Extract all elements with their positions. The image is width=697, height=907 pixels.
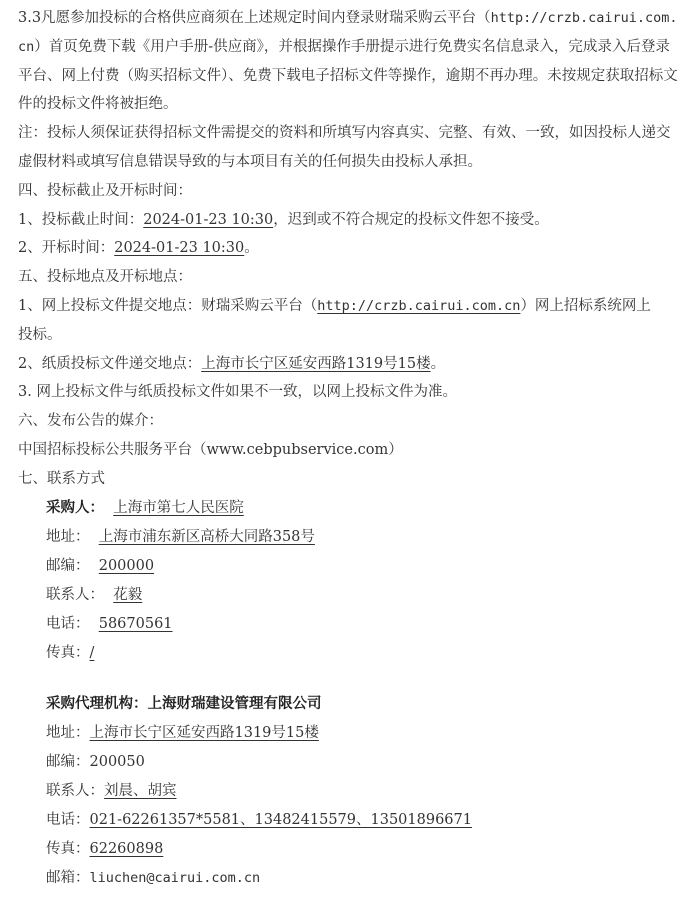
buyer-tel-line: 电话： 58670561 (46, 615, 173, 632)
buyer-address-line: 地址： 上海市浦东新区高桥大同路358号 (46, 528, 315, 545)
paragraph-3-3-intro: 3.3凡愿参加投标的合格供应商须在上述规定时间内登录财瑞采购云平台 (18, 10, 477, 26)
buyer-contact-block (18, 494, 686, 893)
paper-submission-address: 上海市长宁区延安西路1319号15楼 (201, 355, 431, 372)
agency-name-line: 采购代理机构：上海财瑞建设管理有限公司 (46, 695, 322, 712)
deadline-line: 1、投标截止时间：2024-01-23 10:30，迟到或不符合规定的投标文件恕不接受。 (18, 211, 549, 228)
agency-contact-person: 刘晨、胡宾 (104, 782, 177, 799)
opening-line: 2、开标时间：2024-01-23 10:30。 (18, 240, 259, 257)
platform-url-link[interactable]: http://crzb.cairui.com.cn (317, 297, 521, 314)
rule-3-line: 3. 网上投标文件与纸质投标文件如果不一致，以网上投标文件为准。 (18, 384, 457, 401)
paragraph-3-3-body: ）首页免费下载《用户手册-供应商》，并根据操作手册提示进行免费实名信息录入，完成录入后登录平台、网上付费（购买招标文件）、免费下载电子招标文件等操作，逾期不再办理。未按规定获取招标文件的投标文件将被拒绝。 (18, 38, 678, 113)
section-7-title: 七、联系方式 (18, 470, 105, 487)
buyer-tel: 58670561 (98, 615, 173, 632)
online-submission-line: 1、网上投标文件提交地点：财瑞采购云平台（http://crzb.cairui.com.cn）网上招标系统网上投标。 (18, 297, 651, 343)
buyer-name-line: 采购人： 上海市第七人民医院 (46, 499, 244, 516)
section-5-title: 五、投标地点及开标地点： (18, 269, 192, 286)
buyer-name: 上海市第七人民医院 (113, 499, 244, 516)
buyer-fax-line: 传真：/ (46, 644, 95, 661)
opening-time: 2024-01-23 10:30 (114, 240, 245, 257)
buyer-fax: / (89, 644, 95, 661)
agency-contact-line: 联系人：刘晨、胡宾 (46, 782, 177, 799)
media-line: 中国招标投标公共服务平台（www.cebpubservice.com） (18, 441, 403, 458)
agency-zip: 200050 (89, 753, 145, 770)
agency-address-line: 地址：上海市长宁区延安西路1319号15楼 (46, 724, 319, 741)
buyer-contact-line: 联系人： 花毅 (46, 586, 143, 603)
note-paragraph: 注：投标人须保证获得招标文件需提交的资料和所填写内容真实、完整、有效、一致，如因投标人递交虚假材料或填写信息错误导致的与本项目有关的任何损失由投标人承担。 (18, 125, 671, 170)
agency-name: 上海财瑞建设管理有限公司 (147, 695, 322, 712)
paragraph-3-3: 3.3凡愿参加投标的合格供应商须在上述规定时间内登录财瑞采购云平台（http://crzb.cairui.com.cn）首页免费下载《用户手册-供应商》，并根据操作手册提示进行免费实名信息录入，完成录入后登录平台、网上付费（购买招标文件）、免费下载电子招标文件等操作，逾期不再办理。未按规定获取招标文件的投标文件将被拒绝。 (18, 10, 678, 113)
section-6-title: 六、发布公告的媒介： (18, 413, 163, 430)
deadline-time: 2024-01-23 10:30 (143, 211, 274, 228)
section-4-title: 四、投标截止及开标时间： (18, 182, 192, 199)
agency-tel-line: 电话：021-62261357*5581、13482415579、13501896671 (46, 811, 472, 828)
buyer-contact-person: 花毅 (113, 586, 143, 603)
agency-fax-line: 传真：62260898 (46, 840, 164, 857)
paper-submission-line: 2、纸质投标文件递交地点：上海市长宁区延安西路1319号15楼。 (18, 355, 446, 372)
buyer-address: 上海市浦东新区高桥大同路358号 (98, 528, 315, 545)
buyer-zip-line: 邮编： 200000 (46, 557, 155, 574)
agency-tel: 021-62261357*5581、13482415579、13501896671 (89, 811, 472, 828)
platform-url-text: http://crzb.cairui.com.cn (18, 10, 678, 55)
agency-email: liuchen@cairui.com.cn (89, 869, 261, 886)
agency-address: 上海市长宁区延安西路1319号15楼 (89, 724, 319, 741)
announcement-document (18, 4, 686, 893)
section-spacer (46, 668, 686, 690)
agency-email-line: 邮箱：liuchen@cairui.com.cn (46, 869, 261, 886)
agency-fax: 62260898 (89, 840, 164, 857)
buyer-zip: 200000 (98, 557, 155, 574)
agency-zip-line: 邮编：200050 (46, 753, 145, 770)
